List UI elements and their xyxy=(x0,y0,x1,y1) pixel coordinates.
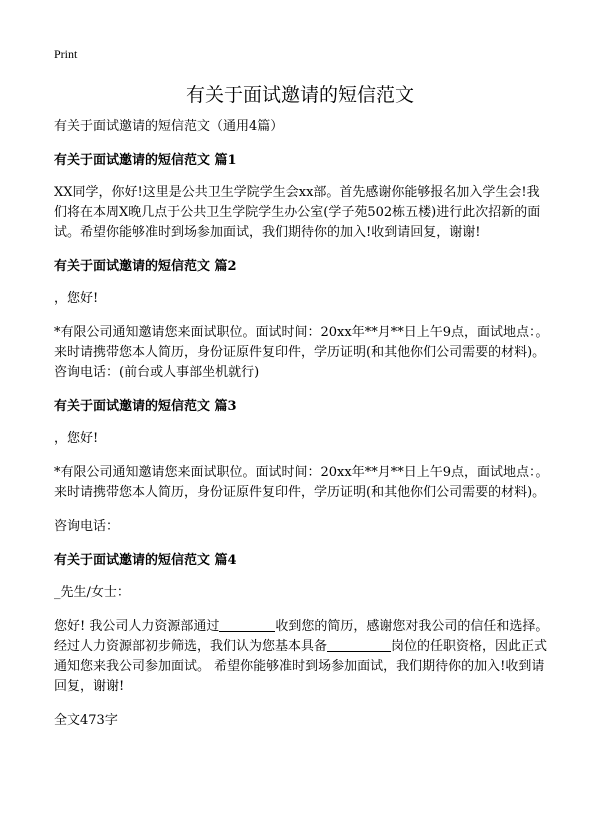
document-body xyxy=(54,117,550,745)
word-count: 全文473字 xyxy=(54,713,118,728)
intro-line: 有关于面试邀请的短信范文（通用4篇） xyxy=(54,119,284,134)
section-heading-3: 有关于面试邀请的短信范文 篇3 xyxy=(54,399,237,414)
section-heading-1: 有关于面试邀请的短信范文 篇1 xyxy=(54,153,237,168)
section-4-letter xyxy=(54,617,550,697)
section-heading-4: 有关于面试邀请的短信范文 篇4 xyxy=(54,553,237,568)
print-label: Print xyxy=(54,47,78,61)
letter-part-b: 收到您的简历，感谢您对我公司的信任和选择。经过人力资源部初步筛选，我们认为您基本具备 xyxy=(54,619,549,654)
blank-line xyxy=(327,637,391,652)
section-2-greeting: ，您好! xyxy=(54,291,99,306)
section-2-paragraph: *有限公司通知邀请您来面试职位。面试时间：20xx年**月**日上午9点，面试地点：。来时请携带您本人简历，身份证原件复印件，学历证明(和其他你们公司需要的材料)。咨询电话：(前台或人事部坐机就行) xyxy=(54,325,549,380)
section-3-paragraph: *有限公司通知邀请您来面试职位。面试时间：20xx年**月**日上午9点，面试地点：。来时请携带您本人简历，身份证原件复印件，学历证明(和其他你们公司需要的材料)。 xyxy=(54,465,549,500)
section-4-greeting: _先生/女士： xyxy=(54,585,130,600)
letter-part-c: 岗位的任职资格，因此正式 通知您来我公司参加面试。 希望你能够准时到场参加面试，我们期待你的加入!收到请回复，谢谢! xyxy=(54,639,548,694)
section-3-contact: 咨询电话： xyxy=(54,519,120,534)
page-title: 有关于面试邀请的短信范文 xyxy=(185,84,414,106)
letter-part-a: 您好! 我公司人力资源部通过 xyxy=(54,619,220,634)
section-heading-2: 有关于面试邀请的短信范文 篇2 xyxy=(54,259,237,274)
section-3-greeting: ，您好! xyxy=(54,431,99,446)
blank-line xyxy=(219,617,275,632)
section-1-paragraph: XX同学，你好!这里是公共卫生学院学生会xx部。首先感谢你能够报名加入学生会!我们将在本周X晚几点于公共卫生学院学生办公室(学子苑502栋五楼)进行此次招新的面试。希望你能够准时到场参加面试，我们期待你的加入!收到请回复，谢谢! xyxy=(54,185,541,240)
